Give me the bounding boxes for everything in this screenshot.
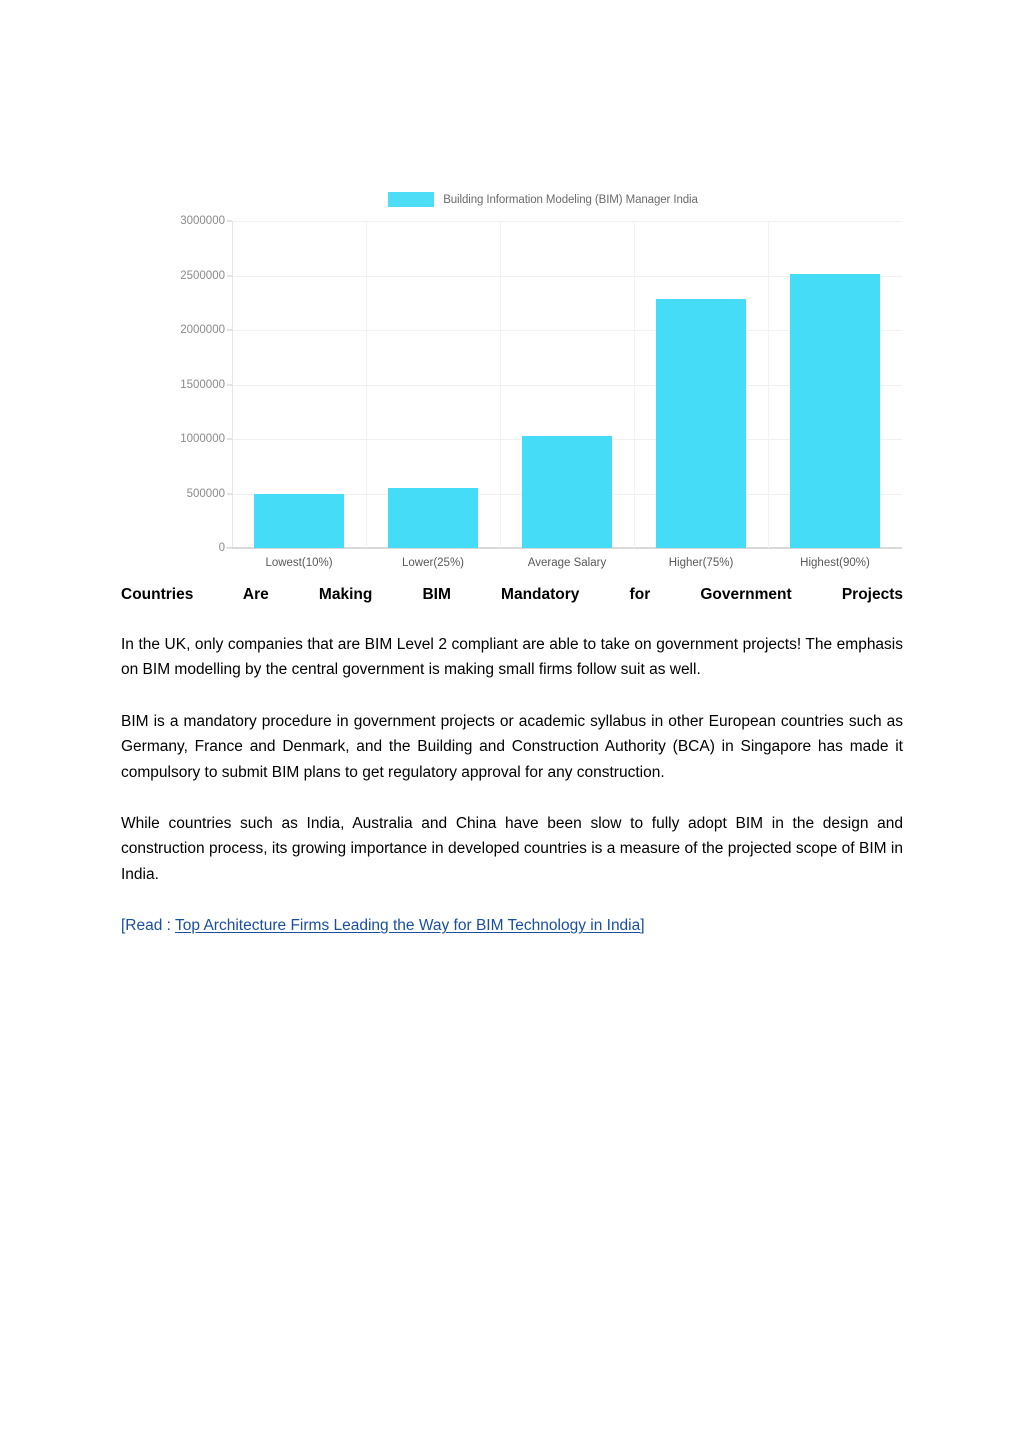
- y-axis-tick-label: 1500000: [180, 378, 225, 391]
- body-paragraph-1: In the UK, only companies that are BIM Level 2 compliant are able to take on government projects! The emphasis on BIM modelling by the central government is making small firms follow suit as well.: [121, 635, 903, 679]
- chart-legend: [158, 192, 928, 207]
- y-axis-tick-label: 2500000: [180, 269, 225, 282]
- section-heading: Countries Are Making BIM Mandatory for Government Projects: [121, 586, 903, 603]
- legend-series-label: Building Information Modeling (BIM) Manager India: [443, 193, 698, 206]
- y-axis-tick-label: 500000: [186, 487, 225, 500]
- gridline-vertical: [634, 221, 635, 548]
- gridline-vertical: [768, 221, 769, 548]
- gridline-horizontal: [232, 548, 902, 549]
- salary-bar-chart: [158, 184, 928, 584]
- body-paragraph-3: While countries such as India, Australia and China have been slow to fully adopt BIM in the design and construction process, its growing importance in developed countries is a measure of the projected scope of BIM in India.: [121, 814, 903, 883]
- x-axis-category-label: Higher(75%): [668, 557, 734, 569]
- chart-bar[interactable]: [254, 494, 344, 549]
- y-axis-tick-label: 2000000: [180, 324, 225, 336]
- read-more-prefix: [Read :: [121, 917, 176, 935]
- gridline-horizontal: [232, 221, 902, 222]
- read-more-line: [121, 913, 903, 938]
- chart-bar[interactable]: [656, 299, 746, 548]
- chart-bar[interactable]: [790, 274, 880, 548]
- x-axis-category-label: Highest(90%): [800, 557, 870, 569]
- y-axis-line: [232, 221, 233, 548]
- chart-plot-area: [180, 215, 902, 569]
- read-more-link[interactable]: Top Architecture Firms Leading the Way for BIM Technology in India: [175, 917, 641, 935]
- y-axis-tick-label: 1000000: [180, 433, 225, 445]
- read-more-suffix: ]: [640, 917, 645, 935]
- x-axis-category-label: Lower(25%): [402, 557, 464, 569]
- y-axis-tick-label: 0: [218, 542, 225, 554]
- chart-bar[interactable]: [388, 488, 478, 548]
- body-paragraph-2: BIM is a mandatory procedure in government projects or academic syllabus in other European countries such as Germany, France and Denmark, and the Building and Construction Authority (BCA) in Singapore has made it compulsory to submit BIM plans to get regulatory approval for any construction.: [121, 712, 903, 781]
- article-content: [121, 585, 903, 939]
- x-axis-category-label: Average Salary: [527, 557, 607, 569]
- legend-color-swatch: [388, 192, 434, 207]
- y-axis-tick-label: 3000000: [180, 215, 225, 227]
- gridline-vertical: [500, 221, 501, 548]
- gridline-vertical: [366, 221, 367, 548]
- chart-bar[interactable]: [522, 436, 612, 548]
- x-axis-category-label: Lowest(10%): [265, 557, 333, 569]
